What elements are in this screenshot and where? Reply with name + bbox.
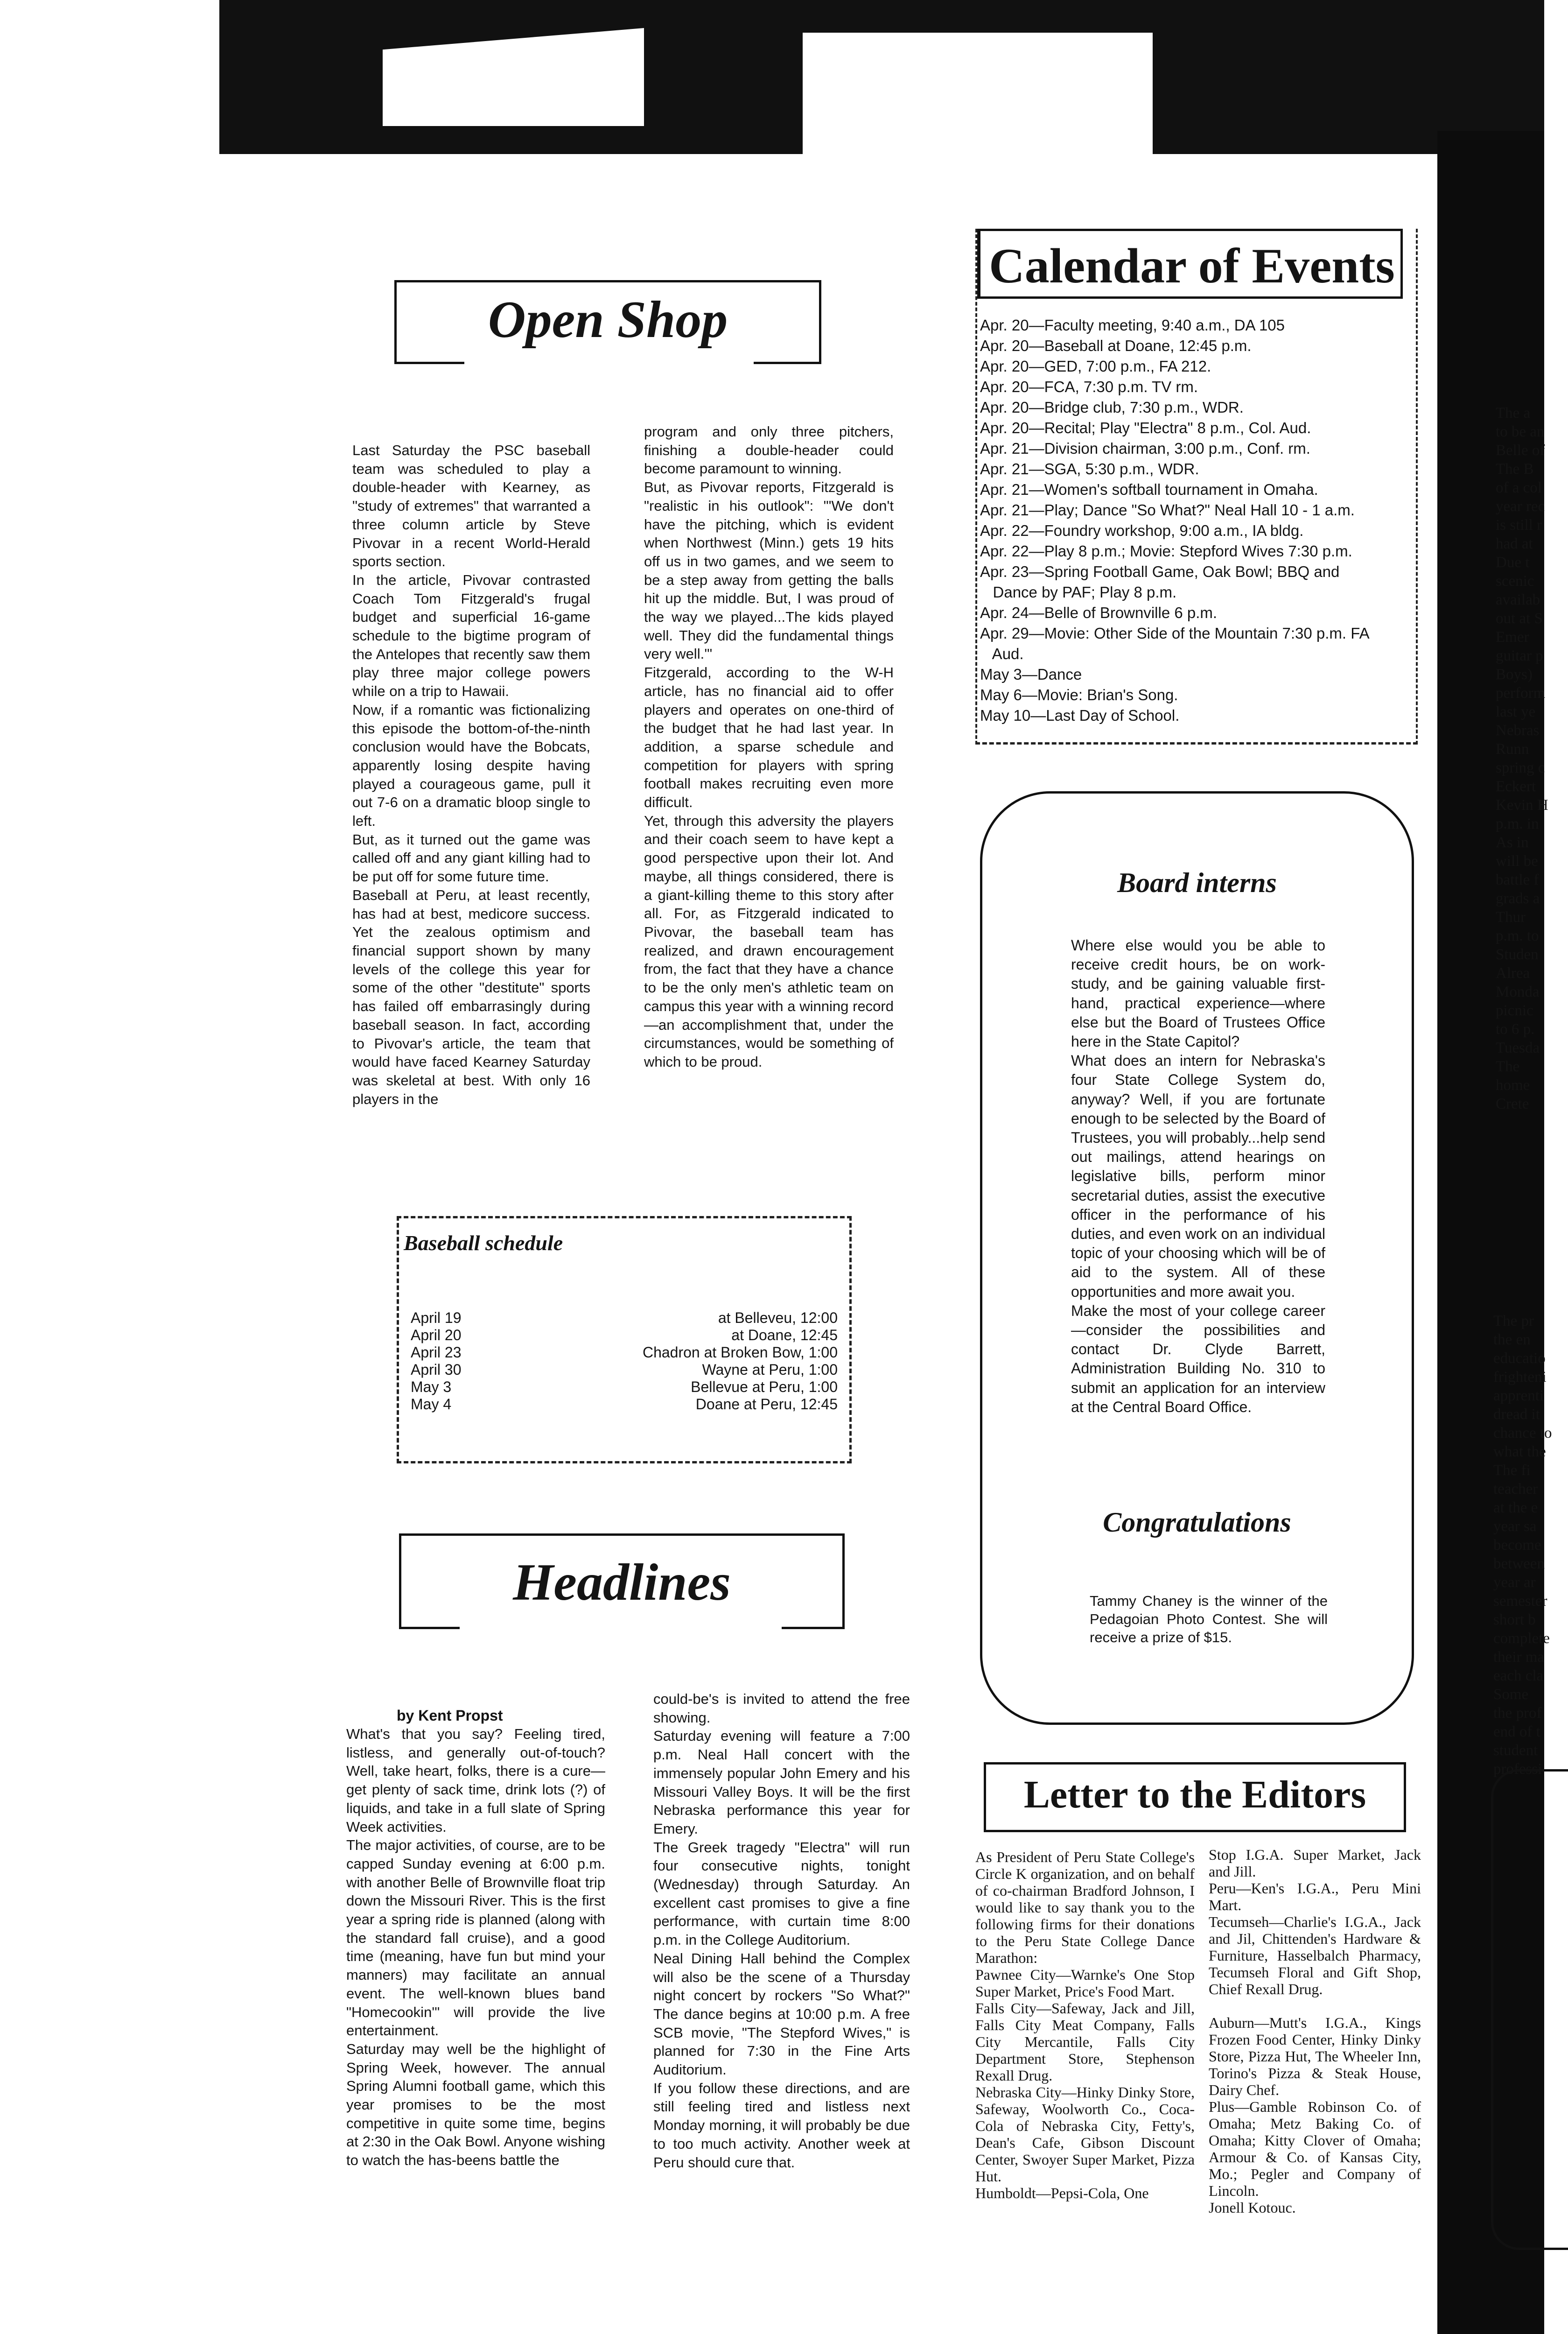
calendar-event: Apr. 21—SGA, 5:30 p.m., WDR.: [980, 460, 1199, 478]
calendar-box: [975, 229, 1418, 745]
calendar-event: Apr. 20—Bridge club, 7:30 p.m., WDR.: [980, 399, 1244, 416]
schedule-row: [411, 1309, 838, 1327]
fragment-line: short b: [1493, 1611, 1536, 1628]
fragment-line: the prof: [1493, 1705, 1542, 1722]
letter-column-2: Stop I.G.A. Super Market, Jack and Jill. Peru—Ken's I.G.A., Peru Mini Mart. Tecumseh—Charlie's I.G.A., Jack and Jil, Chittenden's Hardware & Furniture, Hasselbalch Pharmacy, Tecumseh Floral and Gift Shop, Chief Rexall Drug. Auburn—Mutt's I.G.A., Kings Frozen Food Center, Hinky Dinky Store, Pizza Hut, The Wheeler Inn, Torino's Pizza & Steak House, Dairy Chef. Plus—Gamble Robinson Co. of Omaha; Metz Baking Co. of Omaha; Kitty Clover of Omaha; Armour & Co. of Kansas City, Mo.; Pegler and Company of Lincoln. Jonell Kotouc.: [1209, 1846, 1421, 2216]
letter-title: Letter to the Editors: [1023, 1773, 1366, 1816]
calendar-event-list: [980, 315, 1409, 726]
fragment-line: educatio: [1493, 1350, 1546, 1367]
headlines-column-2: could-be's is invited to attend the free showing. Saturday evening will feature a 7:00 p.m. Neal Hall concert with the immensely popular John Emery and his Missouri Valley Boys. It will be the first Nebraska performance this year for Emery. The Greek tragedy "Electra" will run four consecutive nights, tonight (Wednesday) through Saturday. An excellent cast promises to give a fine performance, with curtain time 8:00 p.m. in the College Auditorium. Neal Dining Hall behind the Complex will also be the scene of a Thursday night concert by rockers "So What?" The dance begins at 10:00 p.m. A free SCB movie, "The Stepford Wives," is planned for 7:30 in the Fine Arts Auditorium. If you follow these directions, and are still feeling tired and listless next Monday morning, it will probably be due to too much activity. Another week at Peru should cure that.: [653, 1691, 910, 2171]
fragment-line: dread it: [1493, 1406, 1540, 1423]
fragment-line: to 6 p.: [1496, 1021, 1535, 1038]
fragment-line: frighteni: [1493, 1369, 1547, 1385]
fragment-line: their ma: [1493, 1649, 1545, 1666]
calendar-event: Apr. 24—Belle of Brownville 6 p.m.: [980, 604, 1218, 621]
fragment-line: year rec: [1496, 498, 1545, 515]
fragment-line: The a: [1496, 405, 1531, 422]
open-shop-column-1: Last Saturday the PSC baseball team was scheduled to play a double-header with Kearney, as "study of extremes" that warranted a three column article by Steve Pivovar in a recent World-Herald sports section. In the article, Pivovar contrasted Coach Tom Fitzgerald's frugal budget and superficial 16-game schedule to the bigtime program of the Antelopes that recently saw them play three major college powers while on a trip to Hawaii. Now, if a romantic was fictionalizing this episode the bottom-of-the-ninth conclusion would have the Bobcats, apparently losing despite having played a courageous game, pull it out 7-6 on a dramatic bloop single to left. But, as it turned out the game was called off and any giant killing had to be put off for some future time. Baseball at Peru, at least recently, has had at best, medicore success. Yet the zealous optimism and financial support shown by many levels of the college this year for some of the other "destitute" sports has failed off embarrasingly during baseball season. In fact, according to Pivovar's article, the team that would have faced Kearney Saturday was skeletal at best. With only 16 players in the: [352, 442, 590, 1107]
schedule-date: April 20: [411, 1327, 462, 1343]
fragment-line: scenic: [1496, 573, 1534, 590]
headlines-title: Headlines: [513, 1554, 731, 1611]
right-column-fragments-middle: [1493, 1312, 1552, 1779]
fragment-line: of a col: [1496, 479, 1542, 496]
calendar-event: Apr. 23—Spring Football Game, Oak Bowl; BBQ and: [980, 563, 1340, 580]
fragment-line: the en: [1493, 1331, 1531, 1348]
fragment-line: Emer: [1496, 629, 1529, 646]
fragment-line: Due t: [1496, 554, 1530, 571]
schedule-game: Bellevue at Peru, 1:00: [691, 1378, 838, 1395]
calendar-event: Apr. 21—Play; Dance "So What?" Neal Hall 10 - 1 a.m.: [980, 501, 1355, 519]
fragment-line: spring c: [1496, 759, 1545, 776]
fragment-line: is still r: [1496, 517, 1542, 534]
schedule-game: Chadron at Broken Bow, 1:00: [642, 1344, 838, 1361]
fragment-line: The B: [1496, 461, 1534, 478]
fragment-line: Tuesda: [1496, 1040, 1540, 1056]
calendar-event: Apr. 29—Movie: Other Side of the Mountain 7:30 p.m. FA: [980, 625, 1370, 642]
calendar-event: Aud.: [980, 645, 1024, 662]
fragment-line: The fi: [1493, 1462, 1531, 1479]
fragment-line: what the: [1493, 1443, 1546, 1460]
fragment-line: Belle of: [1496, 442, 1545, 459]
schedule-date: April 19: [411, 1309, 462, 1326]
fragment-line: will be: [1496, 853, 1538, 870]
fragment-line: become: [1493, 1537, 1541, 1554]
fragment-line: last ye: [1496, 703, 1536, 720]
letter-header: [984, 1762, 1406, 1832]
fragment-line: p.m. to: [1496, 928, 1539, 944]
calendar-event: Apr. 20—Recital; Play "Electra" 8 p.m., Col. Aud.: [980, 419, 1311, 436]
fragment-line: Eckert: [1496, 778, 1536, 795]
fragment-line: guitar p: [1496, 647, 1543, 664]
fragment-line: Boys): [1496, 666, 1533, 683]
baseball-schedule-title: Baseball schedule: [404, 1231, 563, 1255]
schedule-game: at Doane, 12:45: [731, 1327, 838, 1343]
fragment-line: each cla: [1493, 1667, 1544, 1684]
schedule-date: April 23: [411, 1344, 462, 1361]
schedule-date: May 4: [411, 1396, 452, 1413]
fragment-line: chance to: [1493, 1425, 1552, 1441]
schedule-game: Doane at Peru, 12:45: [695, 1396, 838, 1413]
schedule-game: at Belleveu, 12:00: [718, 1309, 838, 1326]
fragment-line: p.m. in: [1496, 815, 1539, 832]
fragment-line: As in: [1496, 834, 1529, 851]
fragment-line: had at: [1496, 535, 1533, 552]
schedule-row: [411, 1361, 838, 1378]
schedule-date: April 30: [411, 1361, 462, 1378]
fragment-line: grads a: [1496, 890, 1540, 907]
fragment-line: The: [1496, 1058, 1520, 1075]
fragment-line: The pr: [1493, 1313, 1534, 1329]
calendar-event: Dance by PAF; Play 8 p.m.: [980, 584, 1177, 601]
baseball-schedule-list: [411, 1309, 838, 1413]
fragment-line: out at S: [1496, 610, 1543, 627]
right-column-fragments-top: [1496, 404, 1548, 1113]
fragment-line: battle f: [1496, 872, 1539, 888]
calendar-event: Apr. 22—Foundry workshop, 9:00 a.m., IA bldg.: [980, 522, 1304, 539]
scan-paper-edge: [803, 33, 1153, 154]
fragment-line: Nebras: [1496, 722, 1540, 739]
fragment-line: picnic: [1496, 1002, 1533, 1019]
calendar-event: Apr. 20—FCA, 7:30 p.m. TV rm.: [980, 378, 1198, 395]
schedule-row: [411, 1396, 838, 1413]
fragment-line: at the e: [1493, 1499, 1538, 1516]
calendar-event: Apr. 20—Baseball at Doane, 12:45 p.m.: [980, 337, 1252, 354]
fragment-line: availab: [1496, 591, 1540, 608]
fragment-line: Some: [1493, 1686, 1529, 1703]
fragment-line: end of t: [1493, 1723, 1540, 1740]
fragment-line: Alrea: [1496, 965, 1530, 982]
open-shop-column-2: program and only three pitchers, finishing a double-header could become paramount to winning. But, as Pivovar reports, Fitzgerald is "realistic in his outlook": "'We don't have the pitching, which is evident when Northwest (Minn.) gets 19 hits off us in two games, and we seem to be a step away from getting the balls hit up the middle. But, I was proud of the way we played...The kids played well. They did the fundamental things very well.'" Fitzgerald, according to the W-H article, has no financial aid to offer players and operates on one-third of the budget that he had last year. In addition, a sparse schedule and competition for players with spring football makes recruiting even more difficult. Yet, through this adversity the players and their coach seem to have kept a good perspective upon their lot. And maybe, all things considered, there is a giant-killing theme to this story after all. For, as Fitzgerald indicated to Pivovar, the baseball team has realized, and drawn encouragement from, the fact that they have a chance to be the only men's athletic team on campus this year with a winning record—an accomplishment that, under the circumstances, would be something of which to be proud.: [644, 423, 894, 1070]
calendar-event: May 10—Last Day of School.: [980, 707, 1180, 724]
fragment-line: to be an: [1496, 423, 1545, 440]
schedule-game: Wayne at Peru, 1:00: [702, 1361, 838, 1378]
fragment-line: complete: [1493, 1630, 1550, 1647]
fragment-line: year ar: [1493, 1574, 1536, 1591]
board-interns-box: [980, 791, 1414, 1725]
fragment-line: professi: [1493, 1761, 1542, 1778]
fragment-line: Runn: [1496, 741, 1529, 758]
letter-column-1: As President of Peru State College's Circle K organization, and on behalf of co-chairman Bradford Johnson, I would like to say thank you to the following firms for their donations to the Peru State College Dance Marathon: Pawnee City—Warnke's One Stop Super Market, Price's Food Mart. Falls City—Safeway, Jack and Jill, Falls City Meat Company, Falls City Mercantile, Falls City Department Store, Stephenson Rexall Drug. Nebraska City—Hinky Dinky Store, Safeway, Woolworth Co., Coca-Cola of Nebraska City, Fetty's, Dean's Cafe, Gibson Discount Center, Swoyer Super Market, Pizza Hut. Humboldt—Pepsi-Cola, One: [975, 1849, 1195, 2201]
calendar-event: May 3—Dance: [980, 666, 1082, 683]
schedule-row: [411, 1344, 838, 1361]
fragment-line: Crete: [1496, 1096, 1529, 1112]
calendar-event: Apr. 22—Play 8 p.m.; Movie: Stepford Wives 7:30 p.m.: [980, 542, 1352, 560]
schedule-row: [411, 1327, 838, 1344]
calendar-event: Apr. 20—Faculty meeting, 9:40 a.m., DA 105: [980, 316, 1285, 334]
congratulations-title: Congratulations: [1103, 1507, 1291, 1538]
fragment-line: teacher: [1493, 1481, 1538, 1497]
fragment-line: student: [1493, 1742, 1538, 1759]
fragment-line: Kevin H: [1496, 797, 1548, 814]
congratulations-body: Tammy Chaney is the winner of the Pedagoian Photo Contest. She will receive a prize of $15.: [1090, 1593, 1328, 1645]
calendar-title: Calendar of Events: [989, 239, 1395, 293]
clipped-box-fragment: [1491, 1769, 1568, 2250]
fragment-line: Thur: [1496, 909, 1526, 926]
board-interns-title: Board interns: [1117, 867, 1277, 898]
fragment-line: semester: [1493, 1593, 1547, 1610]
fragment-line: apprenti: [1493, 1387, 1544, 1404]
board-interns-body: Where else would you be able to receive credit hours, be on work-study, and be gaining valuable first-hand, practical experience—where else but the Board of Trustees Office here in the State Capitol? What does an intern for Nebraska's four State College System do, anyway? Well, if you are fortunate enough to be selected by the Board of Trustees, you will probably...help send out mailings, attend hearings on legislative bills, perform minor secretarial duties, assist the executive officer in the performance of his duties, and even work on an individual topic of your choosing which will be of aid to the system. All of these opportunities and more await you. Make the most of your college career—consider the possibilities and contact Dr. Clyde Barrett, Administration Building No. 310 to submit an application for an interview at the Central Board Office.: [1071, 937, 1325, 1415]
open-shop-title: Open Shop: [488, 291, 728, 349]
baseball-schedule-box: [397, 1216, 852, 1463]
headlines-column-1: What's that you say? Feeling tired, listless, and generally out-of-touch? Well, take heart, folks, there is a cure—get plenty of sack time, drink lots (?) of liquids, and take in a full slate of Spring Week activities. The major activities, of course, are to be capped Sunday evening at 6:00 p.m. with another Belle of Brownville float trip down the Missouri River. This is the first year a spring ride is planned (along with the standard fall cruise), and a good time (meaning, have fun but mind your manners) may facilitate an annual event. The well-known blues band "Homecookin'" will provide the live entertainment. Saturday may well be the highlight of Spring Week, however. The annual Spring Alumni football game, which this year promises to be the most competitive in quite some time, begins at 2:30 in the Oak Bowl. Anyone wishing to watch the has-beens battle the: [346, 1726, 605, 2169]
calendar-event: Apr. 21—Division chairman, 3:00 p.m., Conf. rm.: [980, 440, 1310, 457]
calendar-event: May 6—Movie: Brian's Song.: [980, 686, 1178, 703]
headlines-header: [399, 1533, 847, 1634]
calendar-event: Apr. 20—GED, 7:00 p.m., FA 212.: [980, 358, 1211, 375]
calendar-event: Apr. 21—Women's softball tournament in Omaha.: [980, 481, 1318, 498]
fragment-line: perform: [1496, 685, 1546, 702]
schedule-date: May 3: [411, 1378, 452, 1395]
schedule-row: [411, 1378, 838, 1396]
headlines-byline: by Kent Propst: [397, 1707, 503, 1724]
open-shop-header: [394, 280, 826, 369]
fragment-line: between: [1493, 1555, 1545, 1572]
fragment-line: home: [1496, 1077, 1530, 1094]
fragment-line: Monda: [1496, 984, 1540, 1000]
fragment-line: Studen: [1496, 946, 1539, 963]
fragment-line: year sa: [1493, 1518, 1537, 1535]
